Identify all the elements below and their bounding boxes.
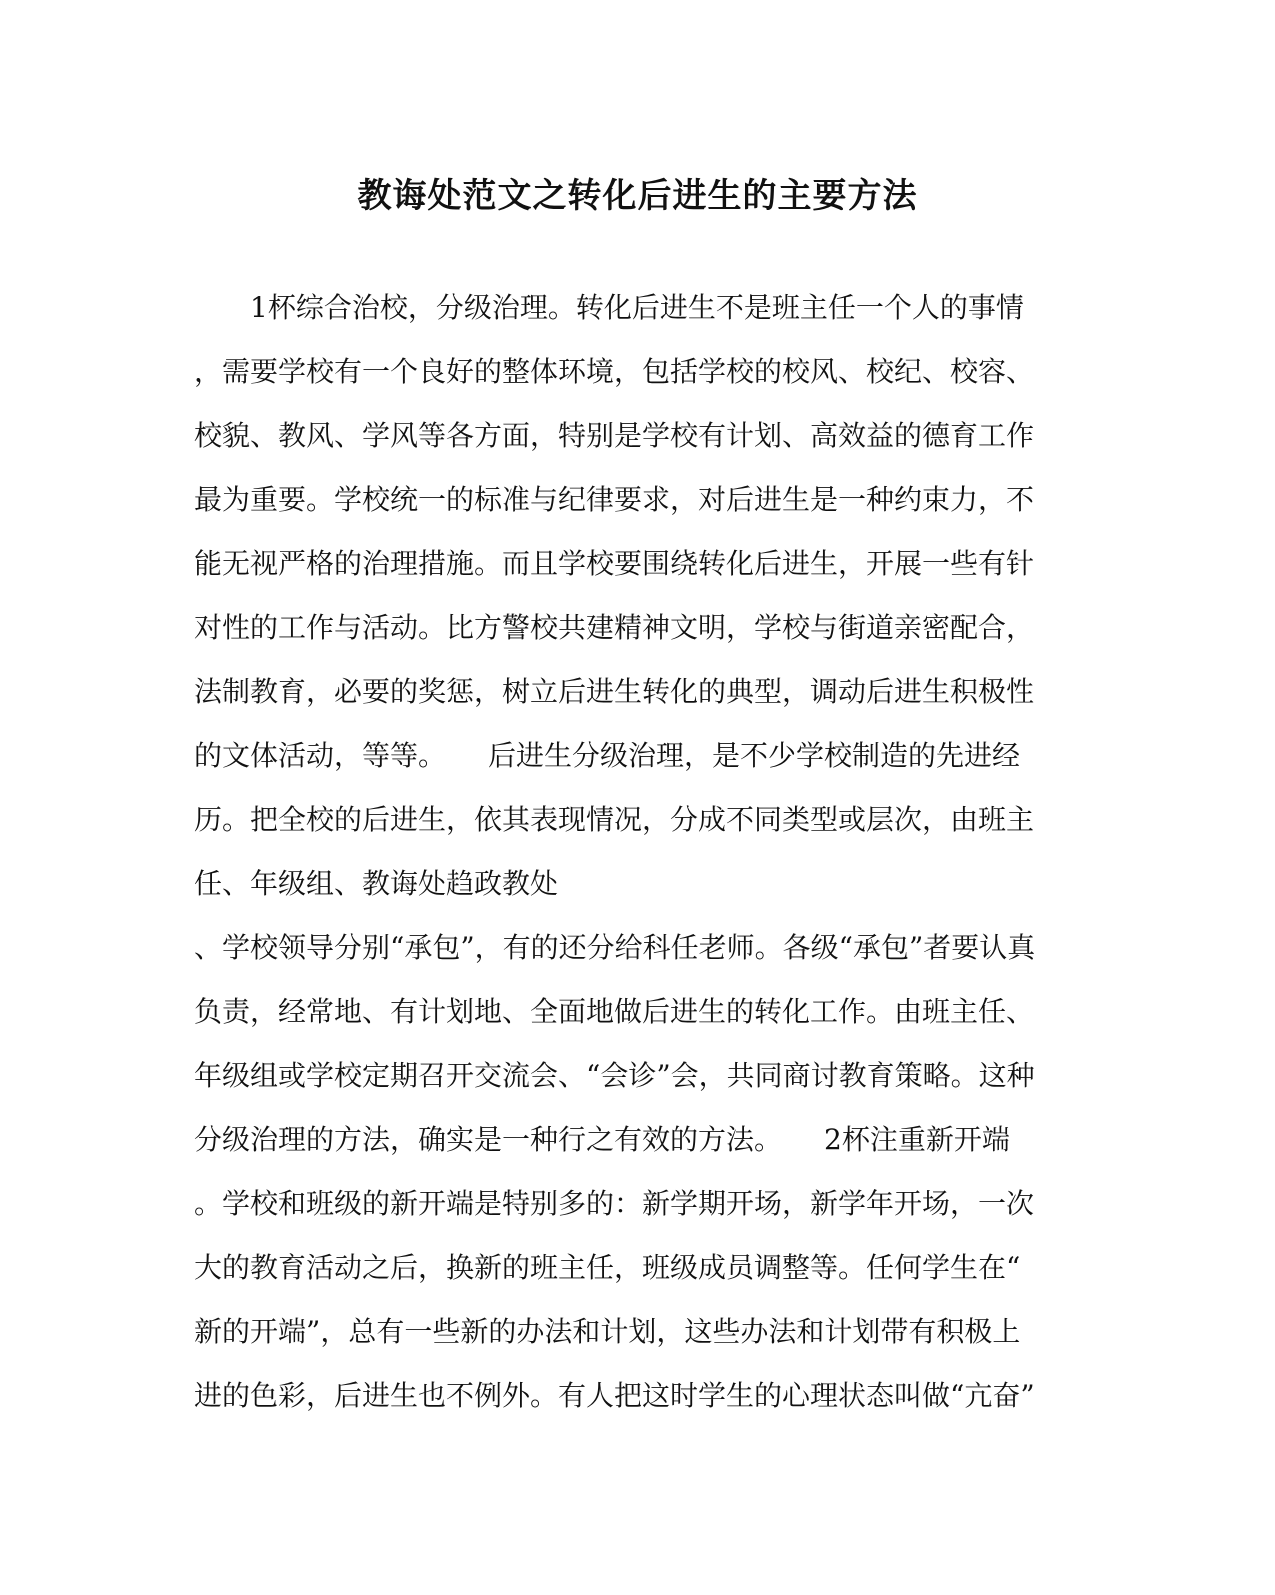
body-line: 最为重要。学校统一的标准与纪律要求，对后进生是一种约束力，不 bbox=[194, 483, 1035, 516]
body-line: 进的色彩，后进生也不例外。有人把这时学生的心理状态叫做“亢奋” bbox=[194, 1379, 1035, 1412]
body-line: 校貌、教风、学风等各方面，特别是学校有计划、高效益的德育工作 bbox=[194, 419, 1035, 452]
body-line: 新的开端”，总有一些新的办法和计划，这些办法和计划带有积极上 bbox=[194, 1315, 1021, 1348]
body-line: 大的教育活动之后，换新的班主任，班级成员调整等。任何学生在“ bbox=[194, 1251, 1021, 1284]
body-line: 、学校领导分别“承包”，有的还分给科任老师。各级“承包”者要认真 bbox=[194, 931, 1036, 964]
body-line: 的文体活动，等等。 后进生分级治理，是不少学校制造的先进经 bbox=[194, 739, 1021, 772]
body-line: 法制教育，必要的奖惩，树立后进生转化的典型，调动后进生积极性 bbox=[194, 675, 1035, 708]
body-line: 任、年级组、教诲处趋政教处 bbox=[194, 867, 559, 900]
document-body bbox=[194, 276, 1054, 1428]
body-line: 。学校和班级的新开端是特别多的：新学期开场，新学年开场，一次 bbox=[194, 1187, 1035, 1220]
body-line: 历。把全校的后进生，依其表现情况，分成不同类型或层次，由班主 bbox=[194, 803, 1035, 836]
body-line: 1杯综合治校，分级治理。转化后进生不是班主任一个人的事情 bbox=[194, 291, 1024, 324]
body-line: 分级治理的方法，确实是一种行之有效的方法。 2杯注重新开端 bbox=[194, 1123, 1010, 1156]
body-line: 负责，经常地、有计划地、全面地做后进生的转化工作。由班主任、 bbox=[194, 995, 1035, 1028]
body-line: 能无视严格的治理措施。而且学校要围绕转化后进生，开展一些有针 bbox=[194, 547, 1035, 580]
body-line: 对性的工作与活动。比方警校共建精神文明，学校与街道亲密配合， bbox=[194, 611, 1035, 644]
body-line: 年级组或学校定期召开交流会、“会诊”会，共同商讨教育策略。这种 bbox=[194, 1059, 1035, 1092]
body-line: ，需要学校有一个良好的整体环境，包括学校的校风、校纪、校容、 bbox=[194, 355, 1035, 388]
document-title: 教诲处范文之转化后进生的主要方法 bbox=[357, 176, 918, 216]
